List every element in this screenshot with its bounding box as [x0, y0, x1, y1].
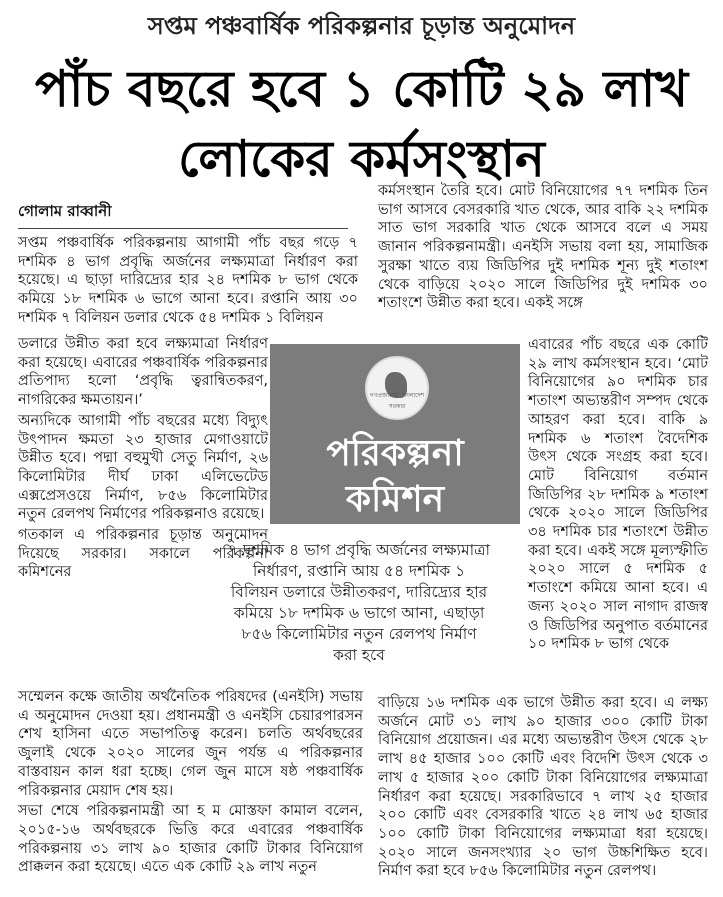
paragraph: বাড়িয়ে ১৬ দশমিক এক ভাগে উন্নীত করা হবে। এ লক্ষ্য অর্জনে মোট ৩১ লাখ ৯০ হাজার ৩০০ কোটি টাকা বিনিয়োগ প্রয়োজন। এর মধ্যে অভ্যন্তরীণ উৎস থেকে ২৮ লাখ ৪৫ হাজার ১০০ কোটি এবং বিদেশি উৎস থেকে ৩ লাখ ৫ হাজার ২০০ কোটি টাকা বিনিয়োগের লক্ষ্যমাত্রা নির্ধারণ করা হয়েছে। সরকারিভাবে ৭ লাখ ২৫ হাজার ২০০ কোটি এবং বেসরকারি খাতে ২৪ লাখ ৬৫ হাজার ১০০ কোটি টাকা বিনিয়োগের লক্ষ্যমাত্রা ধরা হয়েছে। ২০২০ সালে জনসংখ্যার ২০ ভাগ উচ্চশিক্ষিত হবে। নির্মাণ করা হবে ৮৫৬ কিলোমিটার নতুন রেলপথ।: [378, 695, 708, 880]
logo-title-line-1: পরিকল্পনা: [326, 433, 464, 474]
government-seal-icon: [365, 356, 429, 420]
seal-text: গণপ্রজাতন্ত্রী বাংলাদেশ সরকার: [369, 392, 425, 410]
body-left-top: [18, 234, 358, 330]
headline-line-2: লোকের কর্মসংস্থান: [178, 130, 545, 188]
byline: গোলাম রাব্বানী: [18, 200, 348, 229]
article-headline: [0, 54, 723, 194]
body-left-bottom: [18, 688, 363, 879]
paragraph: সভা শেষে পরিকল্পনামন্ত্রী আ হ ম মোস্তফা কামাল বলেন, ২০১৫-১৬ অর্থবছরকে ভিত্তি করে এবারের পঞ্চবার্ষিক পরিকল্পনায় ৩১ লাখ ৯০ হাজার কোটি টাকার বিনিয়োগ প্রাক্কলন করা হয়েছে। এতে এক কোটি ২৯ লাখ নতুন: [18, 803, 363, 876]
article-kicker: সপ্তম পঞ্চবার্ষিক পরিকল্পনার চূড়ান্ত অনুমোদন: [147, 12, 576, 40]
body-right-wrap: [528, 336, 708, 656]
paragraph: গতকাল এ পরিকল্পনার চূড়ান্ত অনুমোদন দিয়েছে সরকার। সকালে পরিকল্পনা কমিশনের: [18, 527, 268, 581]
paragraph: সম্মেলন কক্ষে জাতীয় অর্থনৈতিক পরিষদের (এনইসি) সভায় এ অনুমোদন দেওয়া হয়। প্রধানমন্ত্রী ও এনইসি চেয়ারপারসন শেখ হাসিনা এতে সভাপতিত্ব করেন। চলতি অর্থবছরের জুলাই থেকে ২০২০ সালের জুন পর্যন্ত এ পরিকল্পনার বাস্তবায়ন কাল ধরা হচ্ছে। গেল জুন মাসে ষষ্ঠ পঞ্চবার্ষিক পরিকল্পনার মেয়াদ শেষ হয়।: [18, 689, 363, 799]
body-right-bottom: [378, 694, 708, 883]
paragraph: এবারের পাঁচ বছরে এক কোটি ২৯ লাখ কর্মসংস্থান হবে। ‘মোট বিনিয়োগের ৯০ দশমিক চার শতাংশ অভ্যন্তরীণ সম্পদ থেকে আহরণ করা হবে। বাকি ৯ দশমিক ৬ শতাংশ বৈদেশিক উৎস থেকে সংগ্রহ করা হবে। মোট বিনিয়োগ বর্তমান জিডিপির ২৮ দশমিক ৯ শতাংশ থেকে ২০২০ সালে জিডিপির ৩৪ দশমিক চার শতাংশে উন্নীত করা হবে। একই সঙ্গে মূল্যস্ফীতি ২০২০ সালে ৫ দশমিক ৫ শতাংশে কমিয়ে আনা হবে। এ জন্য ২০২০ সাল নাগাদ রাজস্ব ও জিডিপির অনুপাত বর্তমানের ১০ দশমিক ৮ ভাগ থেকে: [528, 337, 708, 653]
pull-quote: ৭ দশমিক ৪ ভাগ প্রবৃদ্ধি অর্জনের লক্ষ্যমাত্রা নির্ধারণ, রপ্তানি আয় ৫৪ দশমিক ১ বিলিয়ন ডলারে উন্নীতকরণ, দারিদ্র্যের হার কমিয়ে ১৮ দশমিক ৬ ভাগে আনা, এছাড়া ৮৫৬ কিলোমিটার নতুন রেলপথ নির্মাণ করা হবে: [228, 541, 490, 664]
paragraph: অন্যদিকে আগামী পাঁচ বছরের মধ্যে বিদ্যুৎ উৎপাদন ক্ষমতা ২৩ হাজার মেগাওয়াটে উন্নীত হবে। পদ্মা বহুমুখী সেতু নির্মাণ, ২৬ কিলোমিটার দীর্ঘ ঢাকা এলিভেটেড এক্সপ্রেসওয়ে নির্মাণ, ৮৫৬ কিলোমিটার নতুন রেলপথ নির্মাণের পরিকল্পনাও রয়েছে।: [18, 412, 268, 523]
body-right-top: [378, 182, 708, 315]
paragraph: ডলারে উন্নীত করা হবে লক্ষ্যমাত্রা নির্ধারণ করা হয়েছে। এবারের পঞ্চবার্ষিক পরিকল্পনার প্রতিপাদ্য হলো ‘প্রবৃদ্ধি ত্বরান্বিতকরণ, নাগরিকের ক্ষমতায়ন।’: [18, 336, 268, 409]
paragraph: সপ্তম পঞ্চবার্ষিক পরিকল্পনায় আগামী পাঁচ বছর গড়ে ৭ দশমিক ৪ ভাগ প্রবৃদ্ধি অর্জনের লক্ষ্যমাত্রা নির্ধারণ করা হয়েছে। এ ছাড়া দারিদ্র্যের হার ২৪ দশমিক ৮ ভাগ থেকে কমিয়ে ১৮ দশমিক ৬ ভাগে আনা হবে। রপ্তানি আয় ৩০ দশমিক ৭ বিলিয়ন ডলার থেকে ৫৪ দশমিক ১ বিলিয়ন: [18, 235, 358, 326]
logo-title-line-2: কমিশন: [345, 479, 445, 520]
paragraph: কর্মসংস্থান তৈরি হবে। মোট বিনিয়োগের ৭৭ দশমিক তিন ভাগ আসবে বেসরকারি খাত থেকে, আর বাকি ২২ দশমিক সাত ভাগ সরকারি খাত থেকে আসবে বলে এ সময় জানান পরিকল্পনামন্ত্রী। এনইসি সভায় বলা হয়, সামাজিক সুরক্ষা খাতে ব্যয় জিডিপির দুই দশমিক শূন্য দুই শতাংশ থেকে বাড়িয়ে ২০২০ সালে জিডিপির দুই দশমিক ৩০ শতাংশে উন্নীত করা হবে। একই সঙ্গে: [378, 183, 708, 312]
planning-commission-image: [270, 344, 520, 524]
headline-line-1: পাঁচ বছরে হবে ১ কোটি ২৯ লাখ: [34, 60, 689, 118]
